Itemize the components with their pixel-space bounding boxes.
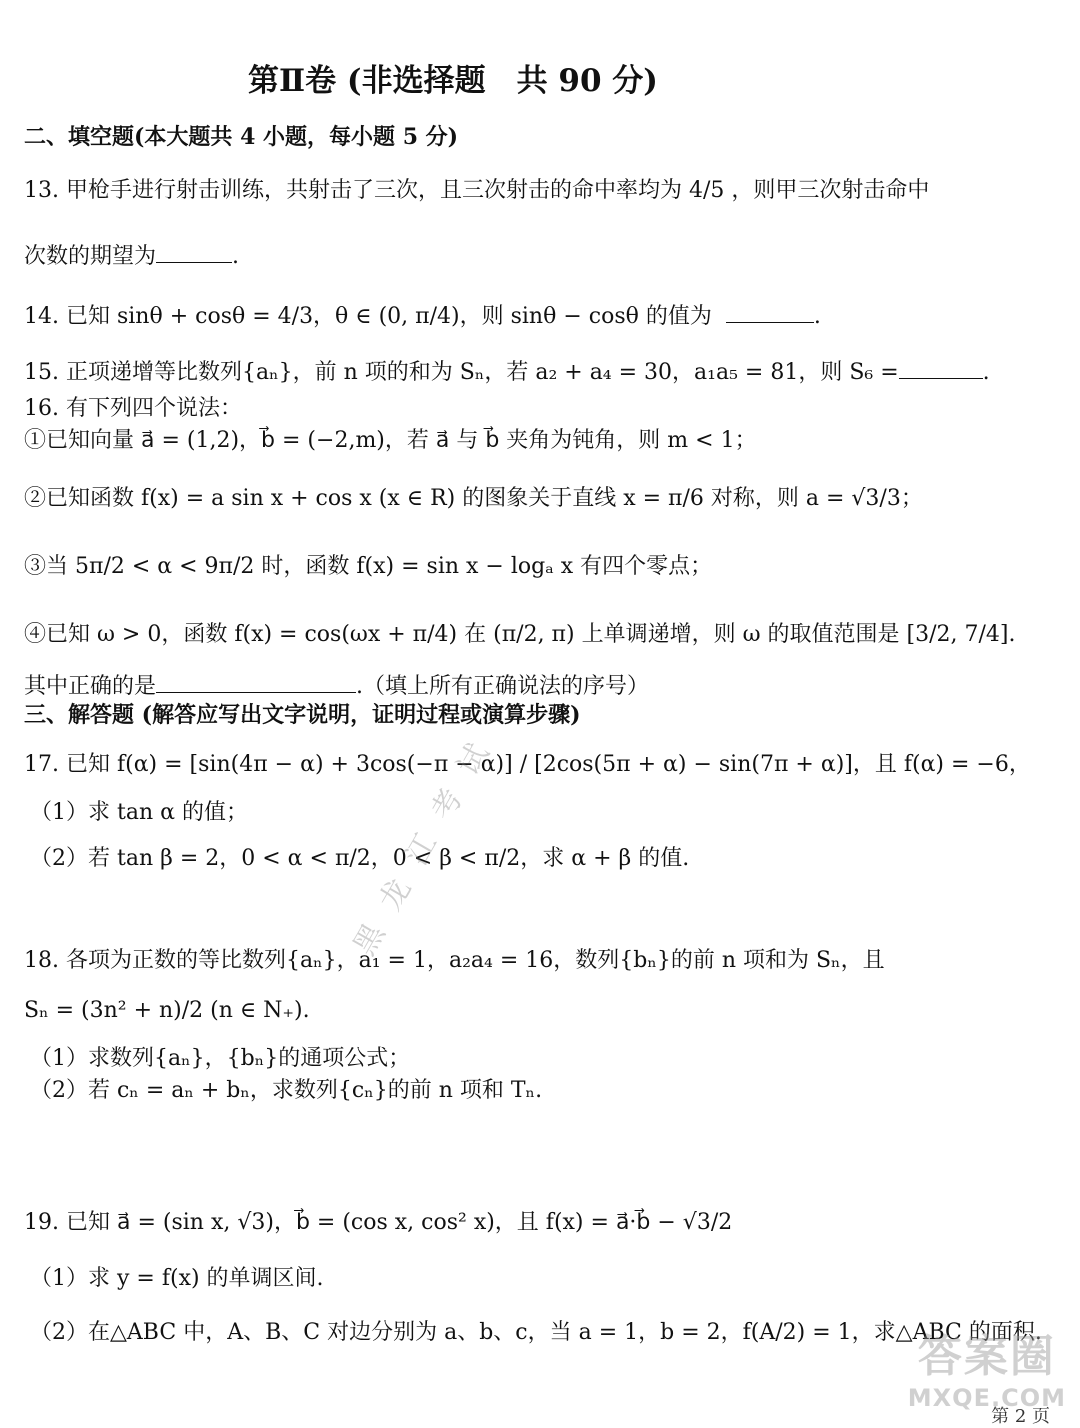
diagonal-watermark: 黑龙江考试 <box>346 718 508 962</box>
question-15-text: 15. 正项递增等比数列{aₙ}，前 n 项的和为 Sₙ，若 a₂ + a₄ = 30，a₁a₅ = 81，则 S₆ = <box>24 360 899 385</box>
question-13-line1: 13. 甲枪手进行射击训练，共射击了三次，且三次射击的命中率均为 4/5 ，则甲三次射击命中 <box>24 178 930 203</box>
question-16-answer-prefix: 其中正确的是 <box>24 674 157 699</box>
section-heading-solutions: 三、解答题 (解答应写出文字说明，证明过程或演算步骤) <box>24 702 581 728</box>
question-19-part-2: （2）在△ABC 中，A、B、C 对边分别为 a、b、c，当 a = 1，b = 2，f(A/2) = 1，求△ABC 的面积. <box>30 1320 1042 1345</box>
question-17-part-2: （2）若 tan β = 2，0 < α < π/2，0 < β < π/2，求 α + β 的值. <box>30 846 690 871</box>
page-title: 第Ⅱ卷 (非选择题 共 90 分) <box>248 63 658 99</box>
question-14: 14. 已知 sinθ + cosθ = 4/3，θ ∈ (0, π/4)，则 sinθ − cosθ 的值为 . <box>24 300 821 332</box>
question-15: 15. 正项递增等比数列{aₙ}，前 n 项的和为 Sₙ，若 a₂ + a₄ = 30，a₁a₅ = 81，则 S₆ = . <box>24 356 990 388</box>
section-heading-fill-blank: 二、填空题(本大题共 4 小题，每小题 5 分) <box>24 124 459 150</box>
question-13-line2-text: 次数的期望为 <box>24 244 157 269</box>
question-18-part-2: （2）若 cₙ = aₙ + bₙ，求数列{cₙ}的前 n 项和 Tₙ. <box>30 1078 543 1103</box>
question-19-part-1: （1）求 y = f(x) 的单调区间. <box>30 1266 324 1291</box>
answer-blank-16[interactable] <box>156 670 356 693</box>
page-number: 第 2 页 <box>991 1406 1050 1427</box>
corner-watermark-bottom: MXQE.COM <box>907 1384 1066 1412</box>
question-14-text: 14. 已知 sinθ + cosθ = 4/3，θ ∈ (0, π/4)，则 sinθ − cosθ 的值为 <box>24 304 712 329</box>
question-16-statement-2: ②已知函数 f(x) = a sin x + cos x (x ∈ R) 的图象关于直线 x = π/6 对称，则 a = √3/3； <box>24 486 923 511</box>
question-17-stem: 17. 已知 f(α) = [sin(4π − α) + 3cos(−π − α)] / [2cos(5π + α) − sin(7π + α)]，且 f(α) = −6， <box>24 752 1031 777</box>
answer-blank-14[interactable] <box>726 300 814 323</box>
question-18-formula: Sₙ = (3n² + n)/2 (n ∈ N₊). <box>24 998 310 1023</box>
question-17-part-1: （1）求 tan α 的值； <box>30 800 248 825</box>
question-18-part-1: （1）求数列{aₙ}，{bₙ}的通项公式； <box>30 1046 411 1071</box>
question-16-statement-1: ①已知向量 a⃗ = (1,2)，b⃗ = (−2,m)，若 a⃗ 与 b⃗ 夹角为钝角，则 m < 1； <box>24 428 757 453</box>
question-16-stem: 16. 有下列四个说法： <box>24 396 242 421</box>
question-16-statement-3: ③当 5π/2 < α < 9π/2 时，函数 f(x) = sin x − logₐ x 有四个零点； <box>24 554 713 579</box>
question-16-statement-4: ④已知 ω > 0，函数 f(x) = cos(ωx + π/4) 在 (π/2, π) 上单调递增，则 ω 的取值范围是 [3/2, 7/4]. <box>24 622 1016 647</box>
question-18-stem: 18. 各项为正数的等比数列{aₙ}，a₁ = 1，a₂a₄ = 16，数列{bₙ}的前 n 项和为 Sₙ，且 <box>24 948 885 973</box>
question-19-stem: 19. 已知 a⃗ = (sin x, √3)，b⃗ = (cos x, cos² x)，且 f(x) = a⃗·b⃗ − √3/2 <box>24 1210 733 1235</box>
corner-watermark-logo <box>908 1320 1066 1412</box>
question-16-answer-suffix: .（填上所有正确说法的序号） <box>356 674 650 699</box>
answer-blank-13[interactable] <box>156 240 232 263</box>
question-16-answer-line <box>24 670 649 702</box>
answer-blank-15[interactable] <box>899 356 983 379</box>
corner-watermark-top: 答案圈 <box>917 1331 1056 1382</box>
question-13-line2: 次数的期望为 . <box>24 240 239 272</box>
